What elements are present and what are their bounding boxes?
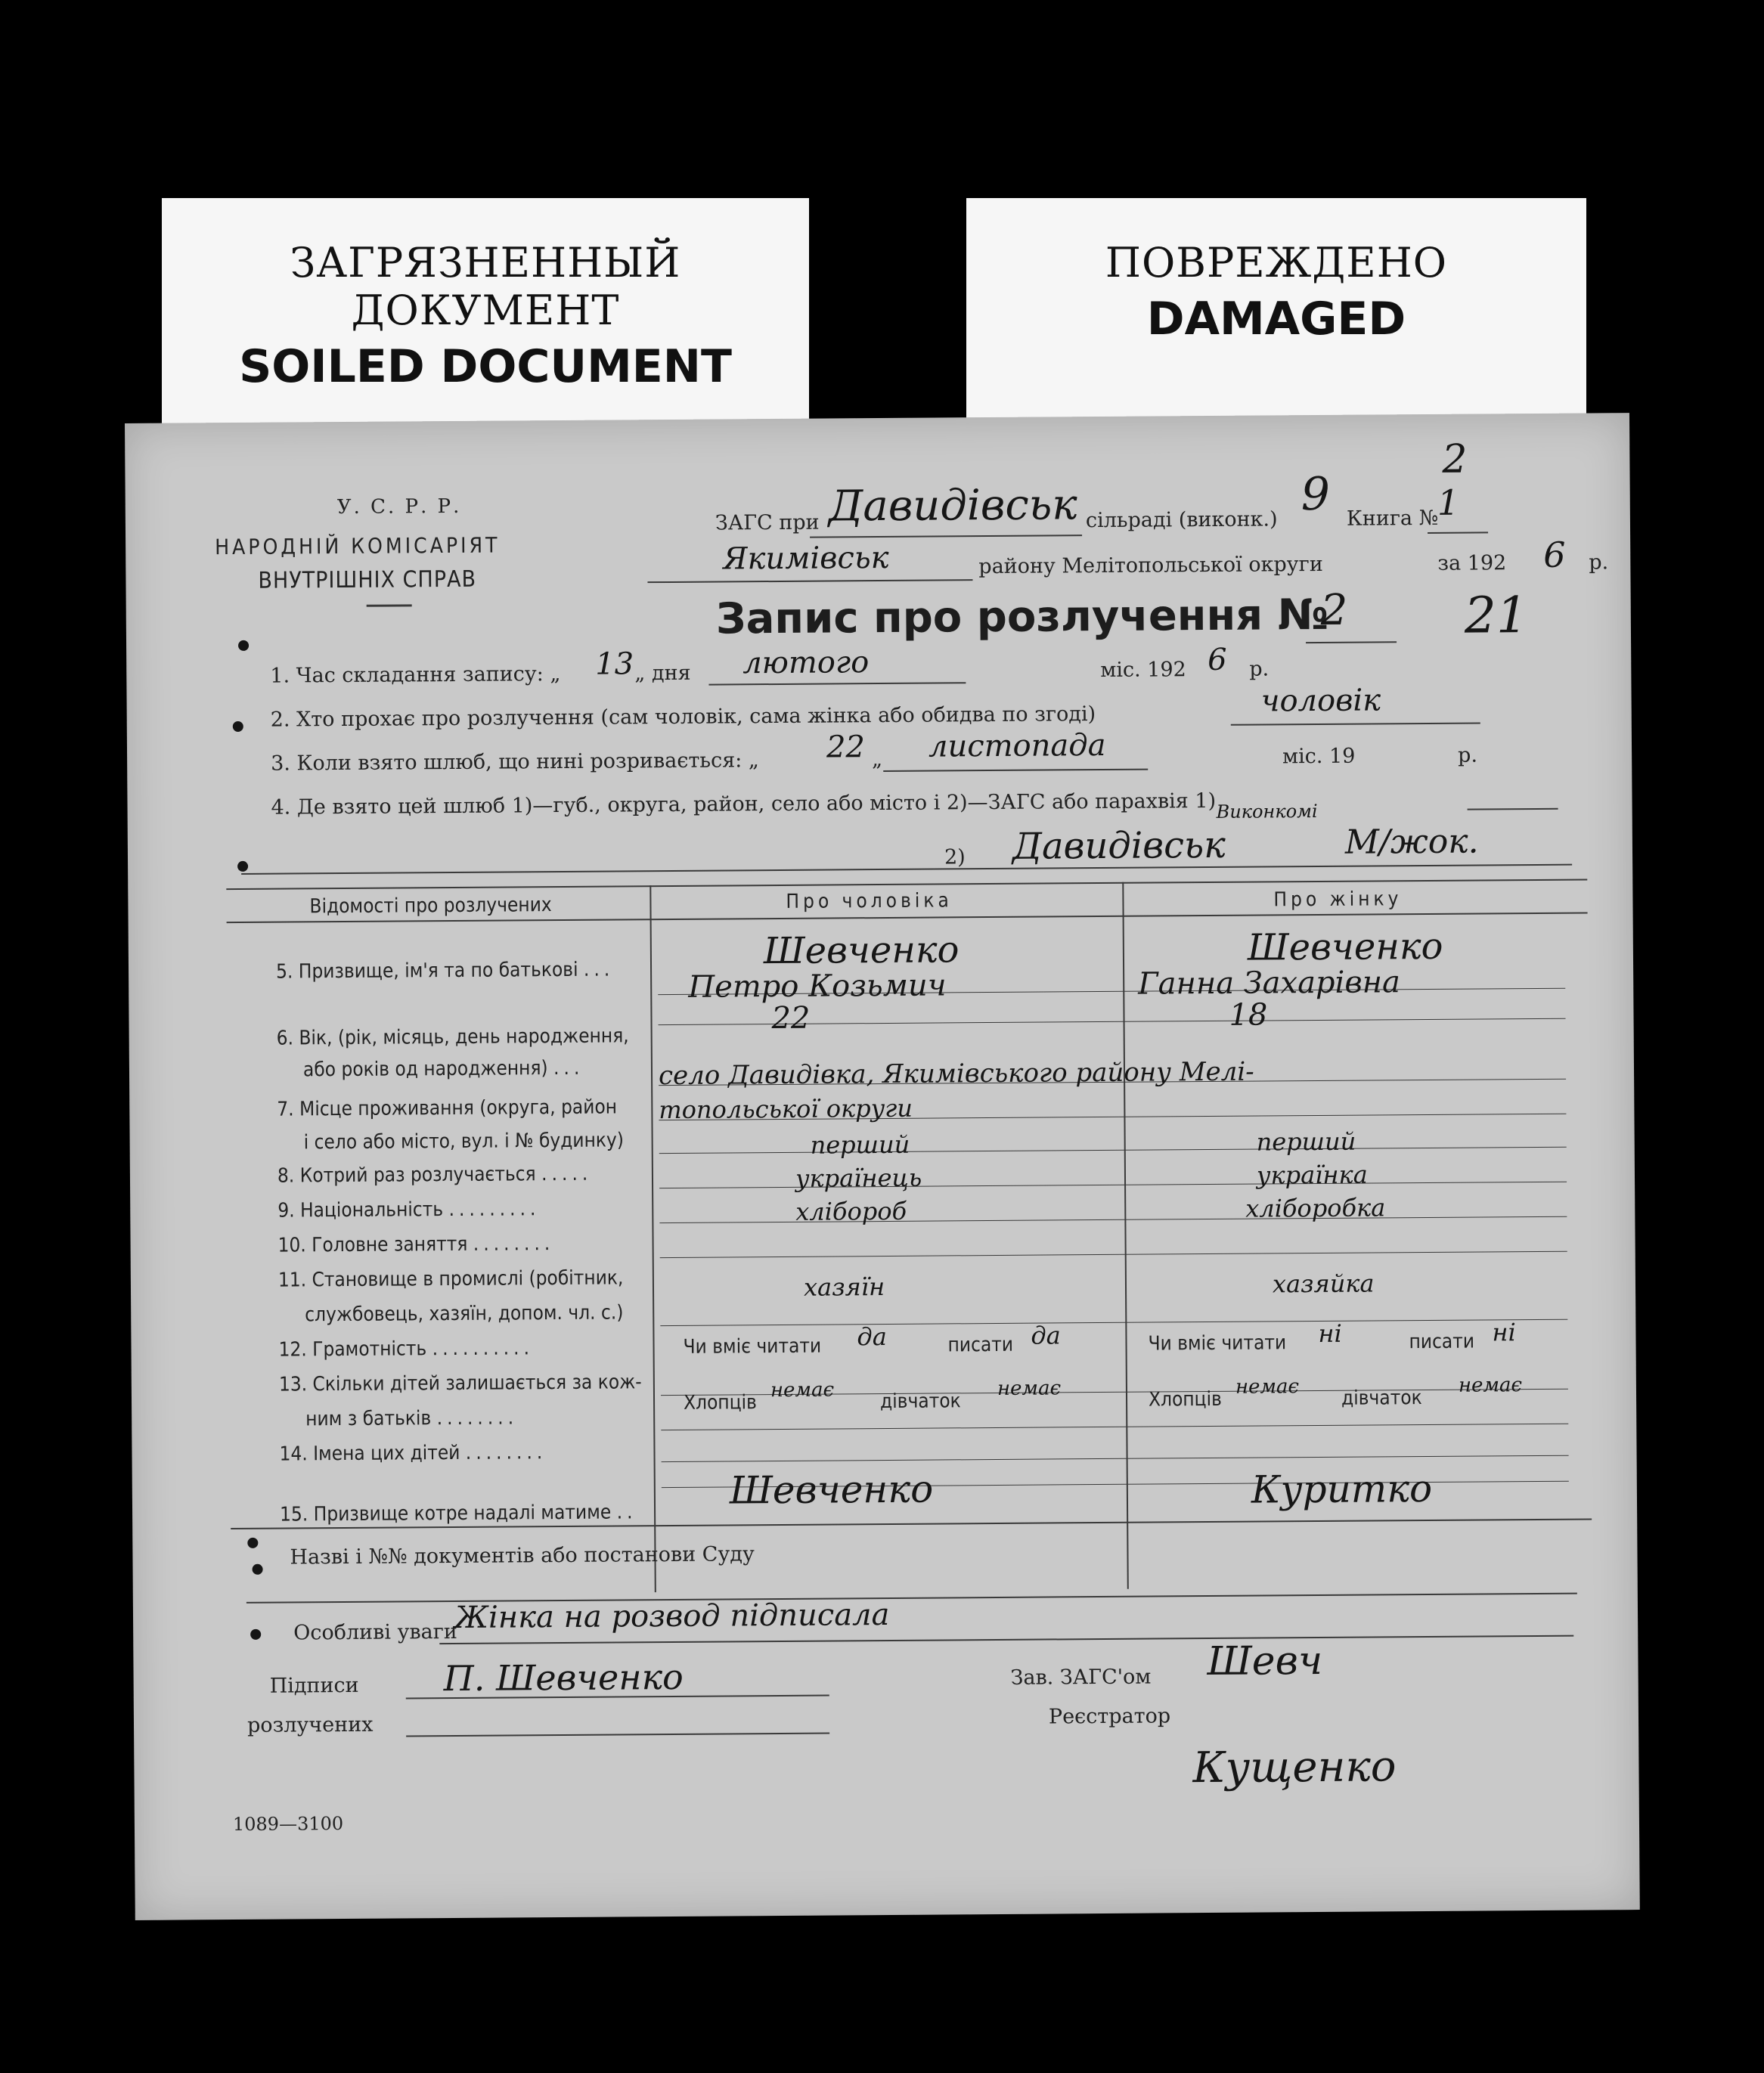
husband-position: хазяїн bbox=[803, 1272, 885, 1302]
husband-write: да bbox=[1031, 1321, 1061, 1350]
wife-write: ні bbox=[1492, 1318, 1516, 1347]
husband-boys-label: Хлопців bbox=[683, 1391, 757, 1415]
row9-label: 9. Національність ......... bbox=[277, 1198, 541, 1222]
row5-label: 5. Призвище, ім'я та по батькові ... bbox=[275, 958, 615, 984]
org-commissariat: НАРОДНІЙ КОМІСАРІЯТ bbox=[215, 532, 501, 560]
binding-hole bbox=[253, 1564, 263, 1575]
row11b-label: службовець, хазяїн, допом. чл. с.) bbox=[305, 1301, 624, 1327]
corner-number-handwritten: 2 bbox=[1442, 436, 1468, 482]
item1-month-line bbox=[708, 682, 966, 685]
item4-line2 bbox=[241, 864, 1572, 875]
item4-line2-label: 2) bbox=[944, 845, 966, 869]
org-underline bbox=[367, 604, 412, 606]
record-number-alt-handwritten: 21 bbox=[1464, 586, 1529, 645]
org-internal-affairs: ВНУТРІШНІХ СПРАВ bbox=[258, 566, 477, 594]
wife-times: перший bbox=[1256, 1126, 1356, 1157]
district-line bbox=[647, 579, 972, 583]
row14-label: 14. Імена цих дітей ........ bbox=[279, 1441, 547, 1466]
documents-label: Назві і №№ документів або постанови Суду bbox=[290, 1542, 755, 1569]
wife-future-surname: Куритко bbox=[1251, 1466, 1433, 1512]
item2-line bbox=[1231, 722, 1480, 725]
item3-r: р. bbox=[1458, 743, 1478, 767]
husband-occupation: хлібороб bbox=[795, 1196, 907, 1226]
table-col-divider-2 bbox=[1122, 882, 1129, 1589]
husband-read: да bbox=[857, 1322, 887, 1352]
item4-value2-top: Виконкомі bbox=[1216, 800, 1318, 823]
wife-read: ні bbox=[1318, 1318, 1342, 1349]
item3-month: листопада bbox=[928, 727, 1106, 764]
district-handwritten: Якимівськ bbox=[723, 540, 889, 577]
notes-value: Жінка на розвод підписала bbox=[454, 1597, 890, 1635]
row11a-label: 11. Становище в промислі (робітник, bbox=[277, 1266, 624, 1292]
year-digit-handwritten: 6 bbox=[1543, 534, 1566, 575]
husband-residence-1: село Давидівка, Якимівського району Мелі- bbox=[658, 1056, 1254, 1092]
husband-future-surname: Шевченко bbox=[729, 1467, 934, 1513]
council-label: сільраді (виконк.) bbox=[1085, 507, 1278, 533]
husband-girls: немає bbox=[997, 1377, 1062, 1400]
soiled-document-label bbox=[162, 198, 809, 454]
item1-label: 1. Час складання запису: „ bbox=[270, 662, 561, 688]
wife-boys: немає bbox=[1235, 1375, 1300, 1399]
wife-boys-label: Хлопців bbox=[1148, 1387, 1222, 1411]
table-rule bbox=[662, 1455, 1569, 1462]
year-suffix: р. bbox=[1589, 550, 1609, 575]
district-label: району Мелітопольської округи bbox=[978, 552, 1323, 579]
binding-hole bbox=[250, 1629, 261, 1640]
registrar-signature: Кущенко bbox=[1192, 1742, 1397, 1793]
wife-literacy-label: Чи вміє читати bbox=[1148, 1331, 1287, 1356]
row13b-label: ним з батьків ........ bbox=[305, 1406, 519, 1431]
table-rule bbox=[660, 1319, 1567, 1326]
damaged-label-ru: ПОВРЕЖДЕНО bbox=[1105, 239, 1448, 287]
item1-r: р. bbox=[1249, 657, 1270, 681]
husband-residence-2: топольської округи bbox=[659, 1093, 913, 1125]
wife-surname: Шевченко bbox=[1247, 925, 1443, 969]
wife-name: Ганна Захарівна bbox=[1138, 965, 1401, 1002]
wife-girls: немає bbox=[1458, 1374, 1523, 1397]
wife-nationality: українка bbox=[1256, 1160, 1368, 1190]
item3-line bbox=[883, 769, 1148, 772]
table-header-husband: Про чоловіка bbox=[786, 889, 953, 913]
damaged-document-label bbox=[966, 198, 1586, 446]
row15-label: 15. Призвище котре надалі матиме .. bbox=[279, 1501, 637, 1526]
signatures-label-2: розлучених bbox=[246, 1712, 374, 1737]
wife-occupation: хліборобка bbox=[1245, 1193, 1386, 1223]
item2-label: 2. Хто прохає про розлучення (сам чоловік, сама жінка або обидва по згоді) bbox=[270, 702, 1096, 732]
org-ussr: У. С. Р. Р. bbox=[336, 494, 462, 519]
corner-number-handwritten: 9 bbox=[1301, 467, 1331, 522]
husband-write-label: писати bbox=[947, 1333, 1014, 1357]
husband-name: Петро Козьмич bbox=[688, 968, 947, 1005]
table-rule bbox=[659, 1147, 1567, 1154]
husband-times: перший bbox=[810, 1129, 910, 1160]
signatures-label-1: Підписи bbox=[269, 1673, 359, 1698]
binding-hole bbox=[238, 640, 249, 651]
item3-day-suffix: „ bbox=[872, 748, 883, 772]
table-rule bbox=[661, 1424, 1568, 1430]
divorce-record-sheet bbox=[125, 413, 1640, 1920]
signature-line-2 bbox=[406, 1733, 829, 1737]
item1-day-suffix: „ дня bbox=[634, 661, 691, 686]
binding-hole bbox=[247, 1538, 258, 1548]
item3-label: 3. Коли взято шлюб, що нині розривається: „ bbox=[271, 748, 759, 776]
husband-literacy-label: Чи вміє читати bbox=[683, 1334, 822, 1359]
book-number-handwritten: 1 bbox=[1437, 482, 1460, 523]
wife-age: 18 bbox=[1229, 997, 1268, 1033]
zags-prefix: ЗАГС при bbox=[715, 510, 820, 535]
item4-label: 4. Де взято цей шлюб 1)—губ., округа, район, село або місто і 2)—ЗАГС або парахвія 1) bbox=[271, 789, 1217, 820]
damaged-label-en: DAMAGED bbox=[1146, 293, 1406, 346]
signature-spouse: П. Шевченко bbox=[443, 1656, 684, 1700]
husband-boys: немає bbox=[770, 1378, 835, 1402]
item1-year: 6 bbox=[1208, 642, 1227, 678]
row6b-label: або років од народження) ... bbox=[302, 1056, 584, 1082]
item1-month: лютого bbox=[742, 645, 870, 681]
wife-position: хазяйка bbox=[1272, 1269, 1375, 1299]
row7a-label: 7. Місце проживання (округа, район bbox=[277, 1095, 618, 1121]
row6a-label: 6. Вік, (рік, місяць, день народження, bbox=[276, 1024, 629, 1050]
item3-mis: міс. 19 bbox=[1282, 744, 1356, 769]
husband-nationality: українець bbox=[795, 1163, 922, 1193]
binding-hole bbox=[233, 721, 243, 732]
wife-girls-label: дівчаток bbox=[1341, 1387, 1422, 1410]
row13a-label: 13. Скільки дітей залишається за кож- bbox=[278, 1371, 642, 1396]
record-number-handwritten: 2 bbox=[1320, 585, 1348, 635]
record-number-line bbox=[1306, 641, 1397, 643]
husband-girls-label: дівчаток bbox=[879, 1390, 961, 1414]
zags-head-label: Зав. ЗАГС'ом bbox=[1010, 1665, 1152, 1690]
husband-surname: Шевченко bbox=[763, 928, 960, 973]
row12-label: 12. Грамотність .......... bbox=[278, 1337, 535, 1362]
village-line bbox=[810, 535, 1082, 538]
row10-label: 10. Головне заняття ........ bbox=[277, 1232, 555, 1257]
item3-day: 22 bbox=[826, 730, 866, 765]
book-label: Книга № bbox=[1346, 506, 1439, 531]
zags-head-signature: Шевч bbox=[1207, 1638, 1323, 1685]
year-label: за 192 bbox=[1437, 551, 1507, 575]
print-code: 1089—3100 bbox=[232, 1813, 344, 1836]
village-handwritten: Давидівськ bbox=[828, 480, 1077, 531]
documents-line bbox=[246, 1593, 1577, 1604]
item4-line1 bbox=[1468, 808, 1558, 810]
notes-label: Особливі уваги bbox=[293, 1619, 457, 1645]
item1-day: 13 bbox=[595, 646, 634, 682]
document-title: Запис про розлучення № bbox=[715, 590, 1329, 644]
binding-hole bbox=[237, 861, 248, 872]
soiled-label-en: SOILED DOCUMENT bbox=[239, 340, 732, 393]
row8-label: 8. Котрий раз розлучається ..... bbox=[277, 1162, 593, 1188]
row7b-label: і село або місто, вул. і № будинку) bbox=[303, 1129, 625, 1154]
wife-write-label: писати bbox=[1409, 1330, 1475, 1354]
item2-value: чоловік bbox=[1260, 683, 1381, 719]
book-line bbox=[1428, 531, 1488, 534]
husband-age: 22 bbox=[771, 1000, 811, 1036]
table-header-info: Відомості про розлучених bbox=[309, 894, 552, 919]
table-header-wife: Про жінку bbox=[1273, 888, 1403, 912]
item4-value2b: М/жок. bbox=[1344, 822, 1479, 862]
item1-mis: міс. 192 bbox=[1100, 658, 1186, 682]
soiled-label-ru: ЗАГРЯЗНЕННЫЙ ДОКУМЕНТ bbox=[290, 239, 681, 334]
notes-line bbox=[439, 1635, 1573, 1644]
table-col-divider-1 bbox=[649, 885, 656, 1592]
item4-value2: Давидівськ bbox=[1012, 823, 1226, 868]
registrar-label: Реєстратор bbox=[1048, 1704, 1171, 1729]
table-rule bbox=[660, 1251, 1567, 1258]
